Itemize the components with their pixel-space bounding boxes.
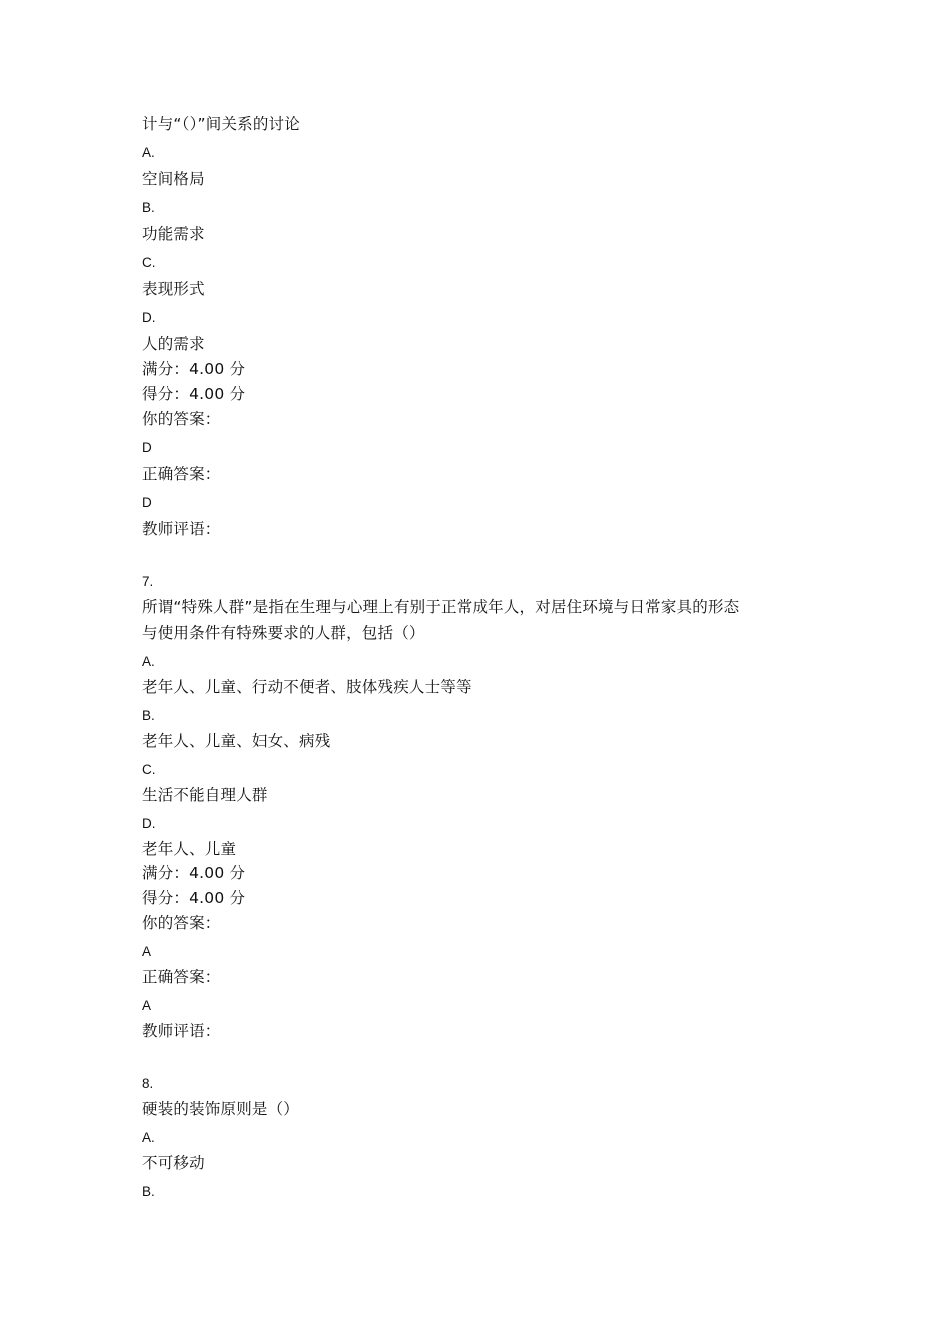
q7-your-answer: A: [142, 944, 152, 959]
q7-correct-answer: A: [142, 998, 152, 1013]
q8-option-a-letter: A.: [142, 1130, 155, 1145]
q6-got-score: 得分：4.00 分: [142, 385, 246, 403]
q7-option-c-text: 生活不能自理人群: [142, 786, 268, 804]
q7-stem-line1: 所谓“特殊人群”是指在生理与心理上有别于正常成年人，对居住环境与日常家具的形态: [142, 598, 740, 616]
q6-option-d-letter: D.: [142, 310, 156, 325]
q6-option-b-text: 功能需求: [142, 225, 205, 243]
q6-your-answer-label: 你的答案：: [142, 410, 221, 428]
q8-option-a-text: 不可移动: [142, 1154, 205, 1172]
q7-got-score: 得分：4.00 分: [142, 889, 246, 907]
q6-option-b-letter: B.: [142, 200, 155, 215]
q6-your-answer: D: [142, 440, 152, 455]
q7-stem-line2: 与使用条件有特殊要求的人群，包括（）: [142, 624, 425, 642]
q7-option-d-letter: D.: [142, 816, 156, 831]
q7-option-b-letter: B.: [142, 708, 155, 723]
q7-teacher-comment-label: 教师评语：: [142, 1022, 221, 1040]
q6-option-a-text: 空间格局: [142, 170, 205, 188]
q8-option-b-letter: B.: [142, 1184, 155, 1199]
q7-option-d-text: 老年人、儿童: [142, 840, 237, 858]
q6-stem-tail: 计与“（）”间关系的讨论: [142, 115, 300, 133]
q7-correct-answer-label: 正确答案：: [142, 968, 221, 986]
q6-correct-answer-label: 正确答案：: [142, 465, 221, 483]
q7-full-score: 满分：4.00 分: [142, 864, 246, 882]
q7-number: 7.: [142, 574, 154, 589]
q6-correct-answer: D: [142, 495, 152, 510]
q8-stem: 硬装的装饰原则是（）: [142, 1100, 300, 1118]
q7-option-a-text: 老年人、儿童、行动不便者、肢体残疾人士等等: [142, 678, 472, 696]
q6-option-c-letter: C.: [142, 255, 156, 270]
q7-option-a-letter: A.: [142, 654, 155, 669]
q6-full-score: 满分：4.00 分: [142, 360, 246, 378]
q8-number: 8.: [142, 1076, 154, 1091]
q7-option-c-letter: C.: [142, 762, 156, 777]
q7-your-answer-label: 你的答案：: [142, 914, 221, 932]
q6-option-a-letter: A.: [142, 145, 155, 160]
q7-option-b-text: 老年人、儿童、妇女、病残: [142, 732, 331, 750]
q6-option-c-text: 表现形式: [142, 280, 205, 298]
q6-option-d-text: 人的需求: [142, 335, 205, 353]
q6-teacher-comment-label: 教师评语：: [142, 520, 221, 538]
